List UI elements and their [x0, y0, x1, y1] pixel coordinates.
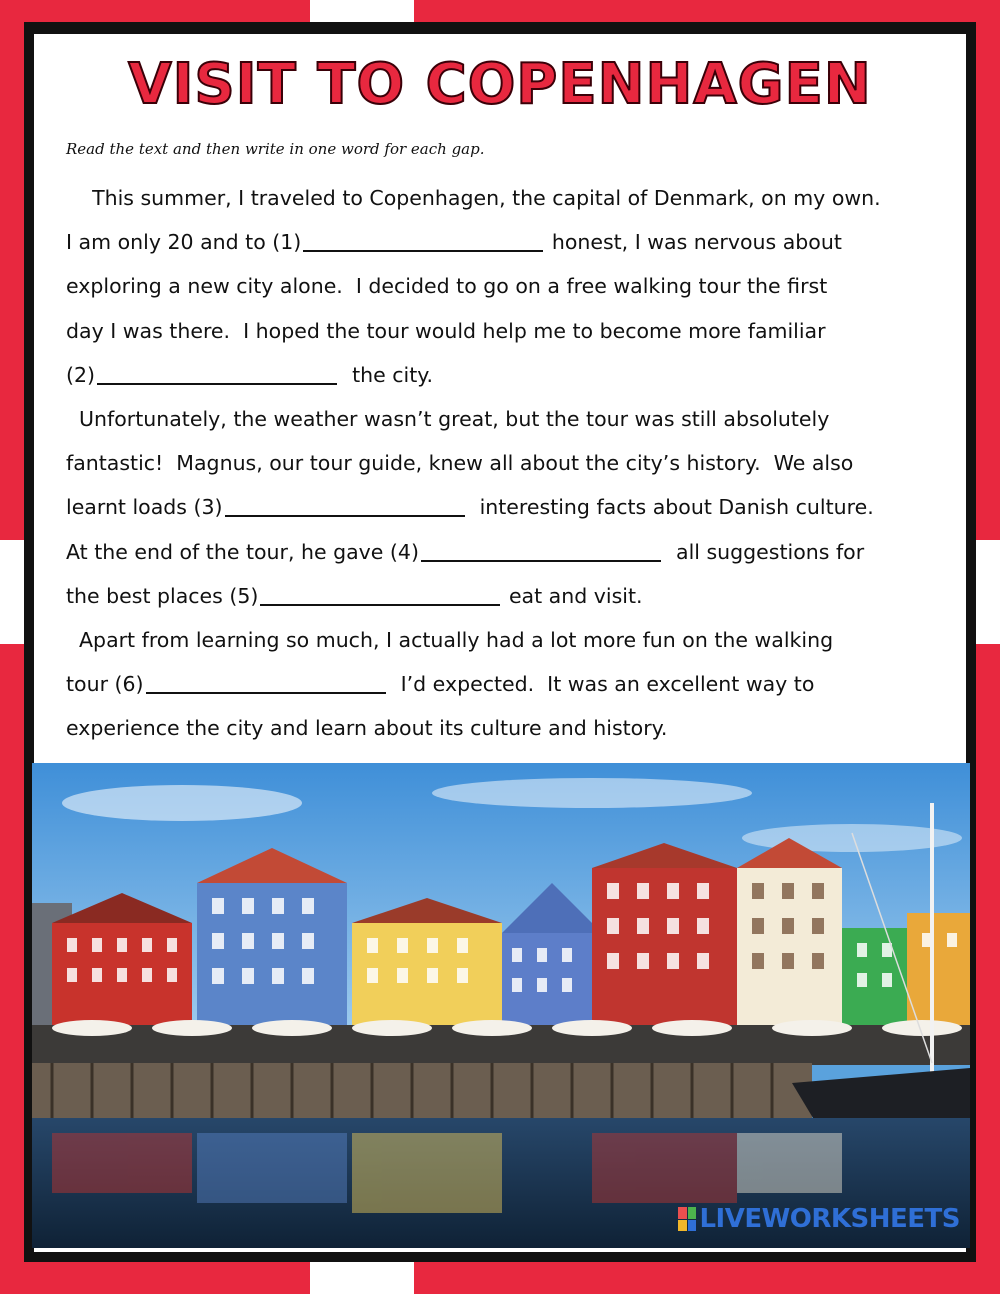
- nyhavn-photo: [32, 763, 970, 1248]
- text-line: I am only 20 and to (1) honest, I was nervous about: [66, 220, 966, 264]
- text-line: the best places (5) eat and visit.: [66, 574, 966, 618]
- text-line: tour (6) I’d expected. It was an excellent way to: [66, 662, 966, 706]
- text-line: This summer, I traveled to Copenhagen, the capital of Denmark, on my own.: [66, 186, 881, 210]
- page-title: VISIT TO COPENHAGEN: [128, 52, 872, 117]
- text-line: exploring a new city alone. I decided to go on a free walking tour the first: [66, 274, 828, 299]
- text-line: day I was there. I hoped the tour would help me to become more familiar: [66, 318, 826, 343]
- watermark-text: LIVEWORKSHEETS: [699, 1204, 960, 1234]
- gap-3-input[interactable]: [225, 489, 465, 517]
- instructions: Read the text and then write in one word for each gap.: [66, 140, 485, 158]
- gap-1-input[interactable]: [303, 224, 543, 252]
- text-line: Unfortunately, the weather wasn’t great, but the tour was still absolutely: [66, 406, 830, 431]
- text-line: experience the city and learn about its culture and history.: [66, 716, 668, 741]
- gap-4-input[interactable]: [421, 534, 661, 562]
- gap-2-input[interactable]: [97, 357, 337, 385]
- liveworksheets-logo: [678, 1204, 960, 1234]
- text-line: Apart from learning so much, I actually had a lot more fun on the walking: [66, 627, 834, 652]
- passage: [66, 176, 966, 750]
- text-line: At the end of the tour, he gave (4) all suggestions for: [66, 530, 966, 574]
- gap-5-input[interactable]: [260, 578, 500, 606]
- gap-6-input[interactable]: [146, 666, 386, 694]
- text-line: fantastic! Magnus, our tour guide, knew all about the city’s history. We also: [66, 451, 854, 476]
- text-line: (2) the city.: [66, 353, 966, 397]
- logo-mark-icon: [678, 1207, 696, 1231]
- nyhavn-illustration: [32, 763, 970, 1248]
- text-line: learnt loads (3) interesting facts about Danish culture.: [66, 485, 966, 529]
